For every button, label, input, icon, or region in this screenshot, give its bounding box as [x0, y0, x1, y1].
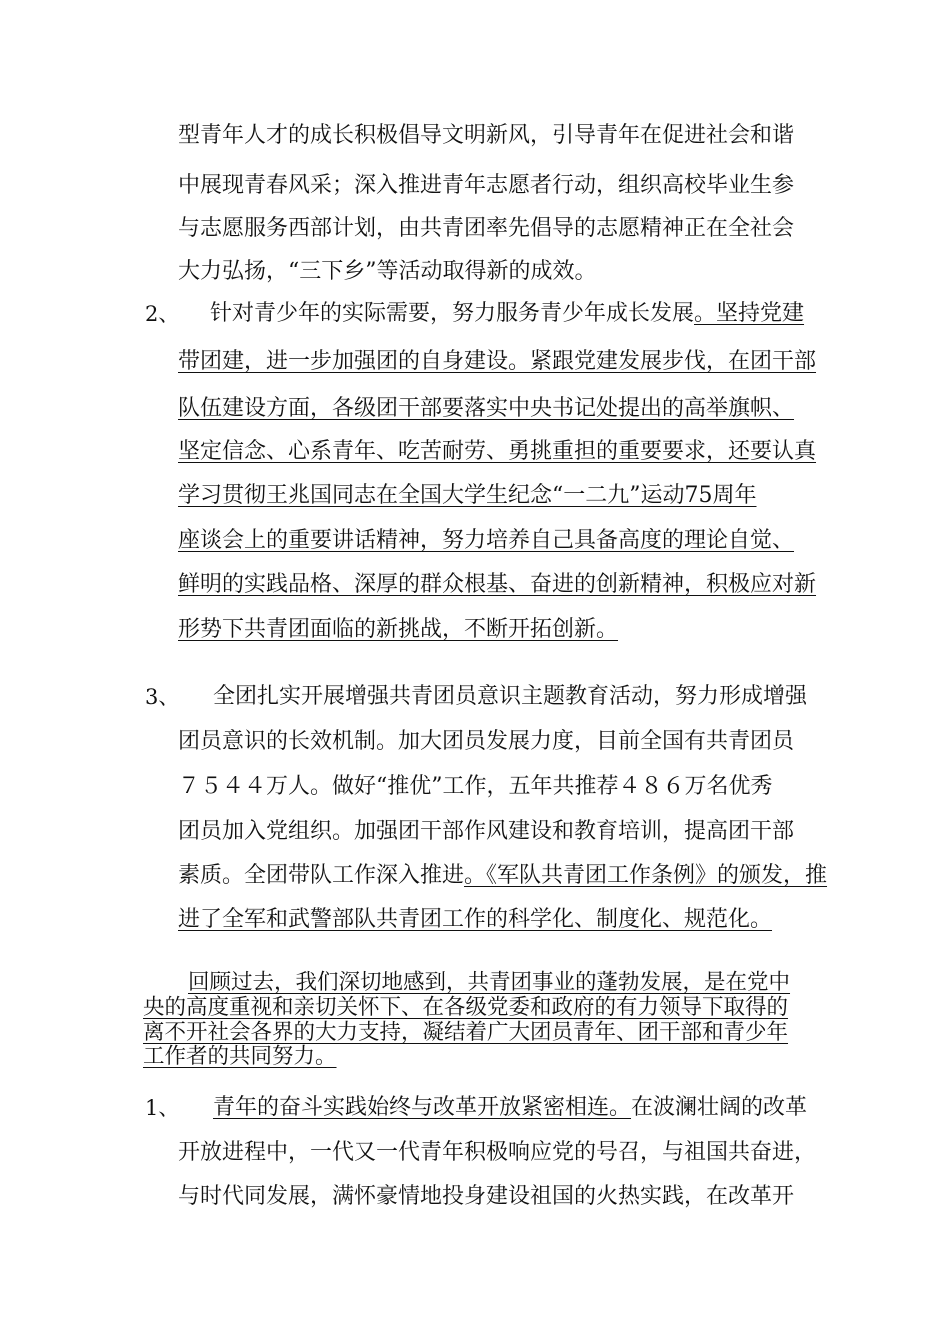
paragraph-line [178, 862, 827, 890]
paragraph-line: ７５４４万人。做好“推优”工作，五年共推荐４８６万名优秀 [178, 774, 773, 799]
paragraph-line [210, 300, 804, 328]
underlined-line: 队伍建设方面，各级团干部要落实中央书记处提出的高举旗帜、 [178, 396, 795, 421]
list-number: 1、 [145, 1096, 180, 1120]
plain-text: 针对青少年的实际需要，努力服务青少年成长发展 [210, 301, 695, 326]
underlined-line: 离不开社会各界的大力支持，凝结着广大团员青年、团干部和青少年 [143, 1020, 789, 1045]
underlined-line: 回顾过去，我们深切地感到，共青团事业的蓬勃发展，是在党中 [188, 970, 791, 995]
underlined-line: 坚定信念、心系青年、吃苦耐劳、勇挑重担的重要要求，还要认真 [178, 439, 817, 464]
paragraph-line: 全团扎实开展增强共青团员意识主题教育活动，努力形成增强 [213, 684, 808, 709]
plain-text: 素质。全团带队工作深入推进 [178, 863, 465, 888]
list-number: 3、 [145, 685, 180, 709]
list-number: 2、 [145, 302, 180, 326]
paragraph-line: 开放进程中，一代又一代青年积极响应党的号召，与祖国共奋进， [178, 1140, 817, 1165]
paragraph-line: 大力弘扬，“三下乡”等活动取得新的成效。 [178, 259, 597, 284]
underlined-line: 进了全军和武警部队共青团工作的科学化、制度化、规范化。 [178, 907, 773, 932]
underlined-text: 。《军队共青团工作条例》的颁发，推 [464, 863, 828, 888]
underlined-line: 鲜明的实践品格、深厚的群众根基、奋进的创新精神，积极应对新 [178, 572, 817, 597]
paragraph-line: 团员意识的长效机制。加大团员发展力度，目前全国有共青团员 [178, 729, 795, 754]
underlined-line: 带团建，进一步加强团的自身建设。紧跟党建发展步伐，在团干部 [178, 349, 817, 374]
paragraph-line [213, 1094, 807, 1122]
paragraph-line: 团员加入党组织。加强团干部作风建设和教育培训，提高团干部 [178, 819, 795, 844]
underlined-line: 工作者的共同努力。 [143, 1044, 337, 1069]
underlined-text: 青年的奋斗实践始终与改革开放紧密相连。 [213, 1095, 632, 1120]
underlined-line: 座谈会上的重要讲话精神，努力培养自己具备高度的理论自觉、 [178, 528, 795, 553]
plain-text: 在波澜壮阔的改革 [631, 1095, 808, 1120]
underlined-line: 央的高度重视和亲切关怀下、在各级党委和政府的有力领导下取得的 [143, 995, 789, 1020]
underlined-line: 学习贯彻王兆国同志在全国大学生纪念“一二九”运动75周年 [178, 483, 757, 508]
paragraph-line: 型青年人才的成长积极倡导文明新风，引导青年在促进社会和谐 [178, 123, 795, 148]
paragraph-line: 与时代同发展，满怀豪情地投身建设祖国的火热实践，在改革开 [178, 1184, 795, 1209]
paragraph-line: 中展现青春风采；深入推进青年志愿者行动，组织高校毕业生参 [178, 173, 795, 198]
underlined-text: 。坚持党建 [694, 301, 805, 326]
paragraph-line: 与志愿服务西部计划，由共青团率先倡导的志愿精神正在全社会 [178, 216, 795, 241]
underlined-line: 形势下共青团面临的新挑战，不断开拓创新。 [178, 617, 619, 642]
